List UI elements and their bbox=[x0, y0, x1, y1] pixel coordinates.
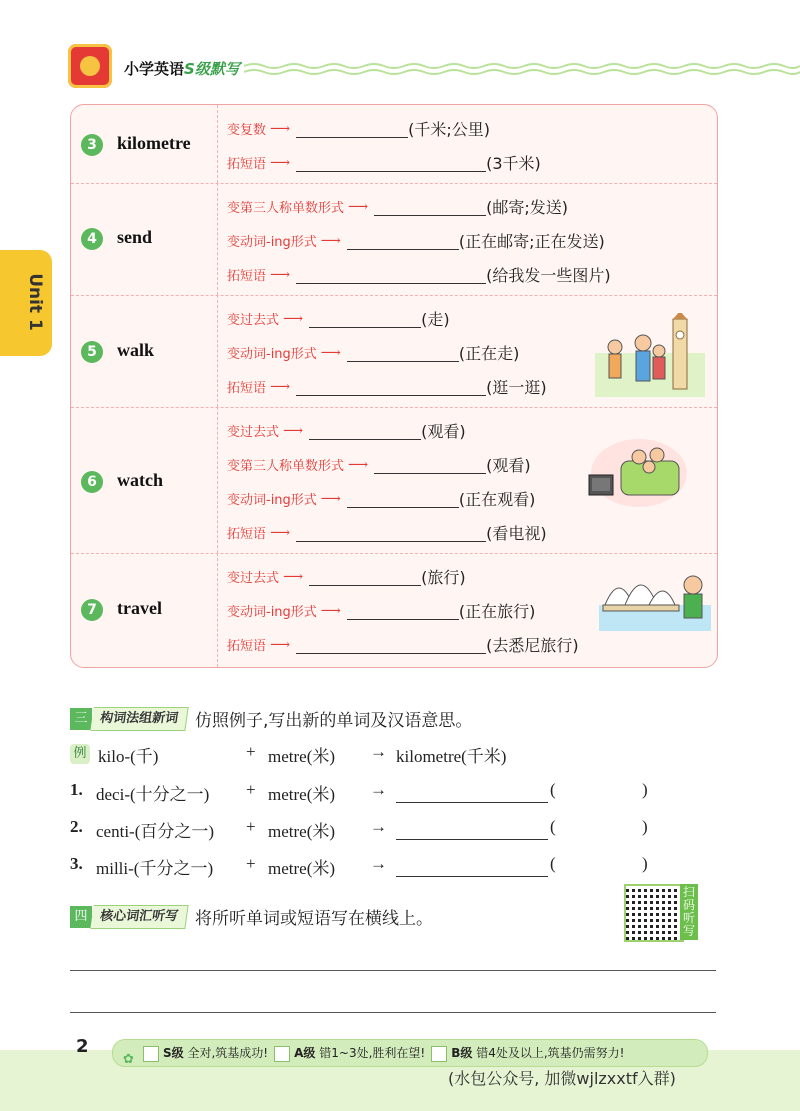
exercise-item bbox=[227, 307, 450, 331]
answer-blank[interactable] bbox=[347, 231, 459, 250]
arrow-right-icon: ⟶ bbox=[320, 490, 341, 507]
chinese-meaning: (去悉尼旅行) bbox=[486, 636, 579, 655]
exercise-item bbox=[227, 229, 605, 253]
arrow-right-icon: ⟶ bbox=[270, 266, 291, 283]
arrow-right-icon: ⟶ bbox=[270, 378, 291, 395]
prefix-text: kilo-(千) bbox=[98, 747, 159, 766]
chinese-meaning: (正在走) bbox=[458, 344, 520, 363]
row-number-badge: 4 bbox=[81, 228, 103, 250]
headword: watch bbox=[117, 470, 163, 490]
meaning-close-paren: ) bbox=[642, 817, 648, 836]
answer-blank[interactable] bbox=[296, 119, 408, 138]
section-tag: 核心词汇听写 bbox=[90, 905, 188, 929]
header-title bbox=[124, 58, 240, 79]
meaning-open-paren: ( bbox=[550, 854, 556, 873]
exercise-item bbox=[227, 117, 490, 141]
exercise-item bbox=[227, 633, 579, 657]
chinese-meaning: (3千米) bbox=[486, 154, 541, 173]
dictation-answer-line[interactable] bbox=[70, 970, 716, 971]
word-answer-blank[interactable] bbox=[396, 782, 548, 803]
chinese-meaning: (走) bbox=[421, 310, 450, 329]
checkbox-a-level[interactable] bbox=[274, 1046, 290, 1062]
form-label: 变动词-ing形式 bbox=[227, 235, 317, 250]
headword: send bbox=[117, 227, 153, 247]
family-sightseeing-illustration bbox=[595, 313, 705, 397]
section-number: 三 bbox=[70, 708, 92, 730]
meaning-open-paren: ( bbox=[550, 780, 556, 799]
page-number: 2 bbox=[76, 1036, 89, 1057]
arrow-right-icon: ⟶ bbox=[320, 602, 341, 619]
dictation-answer-line[interactable] bbox=[70, 1012, 716, 1013]
meaning-close-paren: ) bbox=[642, 780, 648, 799]
headword: kilometre bbox=[117, 133, 191, 153]
word-answer-blank[interactable] bbox=[396, 856, 548, 877]
form-label: 变过去式 bbox=[227, 425, 280, 440]
section-3-heading bbox=[70, 706, 472, 730]
form-label: 拓短语 bbox=[227, 269, 267, 284]
word-cell bbox=[71, 295, 218, 407]
form-label: 变动词-ing形式 bbox=[227, 605, 317, 620]
row-number-badge: 3 bbox=[81, 134, 103, 156]
chinese-meaning: (给我发一些图片) bbox=[486, 266, 611, 285]
chinese-meaning: (正在邮寄;正在发送) bbox=[458, 232, 605, 251]
watching-tv-illustration bbox=[587, 435, 687, 509]
chinese-meaning: (正在观看) bbox=[458, 490, 536, 509]
exercise-item bbox=[227, 419, 466, 443]
form-label: 变动词-ing形式 bbox=[227, 493, 317, 508]
form-label: 变过去式 bbox=[227, 313, 280, 328]
form-label: 拓短语 bbox=[227, 381, 267, 396]
sydney-opera-house-illustration bbox=[599, 561, 711, 631]
result-text: kilometre(千米) bbox=[396, 747, 507, 766]
table-row bbox=[71, 295, 717, 408]
root-text: metre(米) bbox=[268, 822, 336, 841]
table-row bbox=[71, 183, 717, 296]
checkbox-s-level[interactable] bbox=[143, 1046, 159, 1062]
answer-blank[interactable] bbox=[296, 265, 486, 284]
level-text: 错1~3处,胜利在望! bbox=[319, 1046, 426, 1060]
answer-blank[interactable] bbox=[309, 421, 421, 440]
row-number-badge: 7 bbox=[81, 599, 103, 621]
prefix-text: centi-(百分之一) bbox=[96, 822, 215, 841]
root-text: metre(米) bbox=[268, 859, 336, 878]
example-badge: 例 bbox=[70, 744, 90, 764]
level-label: A级 bbox=[294, 1046, 316, 1060]
exercise-item bbox=[227, 599, 535, 623]
exercise-item bbox=[227, 263, 611, 287]
exercise-item bbox=[227, 487, 535, 511]
answer-blank[interactable] bbox=[374, 455, 486, 474]
arrow-right-icon: ⟶ bbox=[283, 422, 304, 439]
arrow-icon: → bbox=[370, 817, 387, 836]
chinese-meaning: (看电视) bbox=[486, 524, 547, 543]
chinese-meaning: (观看) bbox=[421, 422, 466, 441]
exercise-item bbox=[227, 453, 531, 477]
form-label: 变第三人称单数形式 bbox=[227, 459, 345, 474]
prefix-text: milli-(千分之一) bbox=[96, 859, 214, 878]
arrow-right-icon: ⟶ bbox=[270, 120, 291, 137]
exercise-item bbox=[227, 521, 547, 545]
answer-blank[interactable] bbox=[374, 197, 486, 216]
answer-blank[interactable] bbox=[296, 153, 486, 172]
table-row bbox=[71, 105, 717, 184]
arrow-right-icon: ⟶ bbox=[270, 154, 291, 171]
arrow-icon: → bbox=[370, 780, 387, 799]
prefix-text: deci-(十分之一) bbox=[96, 785, 210, 804]
header-title-accent: S级默写 bbox=[184, 60, 240, 78]
arrow-right-icon: ⟶ bbox=[348, 456, 369, 473]
headword: walk bbox=[117, 340, 155, 360]
level-text: 错4处及以上,筑基仍需努力! bbox=[476, 1046, 625, 1060]
root-text: metre(米) bbox=[268, 747, 336, 766]
chinese-meaning: (逛一逛) bbox=[486, 378, 547, 397]
question-number: 2. bbox=[70, 817, 83, 836]
plus-sign: + bbox=[246, 854, 256, 873]
section-tag: 构词法组新词 bbox=[90, 707, 188, 731]
answer-blank[interactable] bbox=[296, 377, 486, 396]
answer-blank[interactable] bbox=[309, 309, 421, 328]
answer-blank[interactable] bbox=[296, 635, 486, 654]
form-label: 变第三人称单数形式 bbox=[227, 201, 345, 216]
answer-blank[interactable] bbox=[309, 567, 421, 586]
watermark-text: (水包公众号, 加微wjlzxxtf入群) bbox=[448, 1069, 676, 1088]
arrow-right-icon: ⟶ bbox=[283, 310, 304, 327]
section-4-heading bbox=[70, 904, 433, 928]
level-label: S级 bbox=[163, 1046, 184, 1060]
meaning-open-paren: ( bbox=[550, 817, 556, 836]
level-label: B级 bbox=[451, 1046, 473, 1060]
page-header bbox=[68, 44, 800, 92]
table-row bbox=[71, 553, 717, 667]
row-number-badge: 6 bbox=[81, 471, 103, 493]
word-cell bbox=[71, 553, 218, 667]
word-cell bbox=[71, 105, 218, 183]
form-label: 拓短语 bbox=[227, 639, 267, 654]
form-label: 变动词-ing形式 bbox=[227, 347, 317, 362]
unit-tab-label: Unit 1 bbox=[24, 273, 45, 331]
root-text: metre(米) bbox=[268, 785, 336, 804]
qr-scan-label: 扫码听写 bbox=[680, 884, 698, 940]
word-form-table bbox=[70, 104, 718, 668]
plus-sign: + bbox=[246, 742, 256, 761]
meaning-close-paren: ) bbox=[642, 854, 648, 873]
word-cell bbox=[71, 183, 218, 295]
arrow-right-icon: ⟶ bbox=[348, 198, 369, 215]
arrow-right-icon: ⟶ bbox=[270, 636, 291, 653]
answer-blank[interactable] bbox=[347, 489, 459, 508]
word-cell bbox=[71, 407, 218, 553]
headword: travel bbox=[117, 598, 162, 618]
arrow-right-icon: ⟶ bbox=[320, 232, 341, 249]
row-number-badge: 5 bbox=[81, 341, 103, 363]
answer-blank[interactable] bbox=[296, 523, 486, 542]
plus-sign: + bbox=[246, 780, 256, 799]
chinese-meaning: (正在旅行) bbox=[458, 602, 536, 621]
arrow-icon: → bbox=[370, 854, 387, 873]
chinese-meaning: (千米;公里) bbox=[408, 120, 490, 139]
word-answer-blank[interactable] bbox=[396, 819, 548, 840]
form-label: 变复数 bbox=[227, 123, 267, 138]
self-assessment-bar bbox=[112, 1039, 708, 1067]
section-number: 四 bbox=[70, 906, 92, 928]
leaf-icon: ✿ bbox=[123, 1051, 134, 1067]
exercise-item bbox=[227, 565, 466, 589]
arrow-right-icon: ⟶ bbox=[283, 568, 304, 585]
answer-blank[interactable] bbox=[347, 601, 459, 620]
plus-sign: + bbox=[246, 817, 256, 836]
header-wave-decoration bbox=[244, 62, 800, 76]
form-label: 拓短语 bbox=[227, 157, 267, 172]
chinese-meaning: (观看) bbox=[486, 456, 531, 475]
checkbox-b-level[interactable] bbox=[431, 1046, 447, 1062]
answer-blank[interactable] bbox=[347, 343, 459, 362]
table-row bbox=[71, 407, 717, 554]
exercise-item bbox=[227, 151, 541, 175]
brand-logo bbox=[68, 44, 112, 88]
chinese-meaning: (邮寄;发送) bbox=[486, 198, 568, 217]
arrow-icon: → bbox=[370, 742, 387, 761]
form-label: 拓短语 bbox=[227, 527, 267, 542]
arrow-right-icon: ⟶ bbox=[270, 524, 291, 541]
chinese-meaning: (旅行) bbox=[421, 568, 466, 587]
form-label: 变过去式 bbox=[227, 571, 280, 586]
exercise-item bbox=[227, 195, 568, 219]
section-instruction: 将所听单词或短语写在横线上。 bbox=[195, 909, 434, 929]
level-text: 全对,筑基成功! bbox=[187, 1046, 269, 1060]
section-instruction: 仿照例子,写出新的单词及汉语意思。 bbox=[195, 711, 473, 731]
qr-code-icon[interactable] bbox=[624, 884, 684, 942]
arrow-right-icon: ⟶ bbox=[320, 344, 341, 361]
header-title-prefix: 小学英语 bbox=[124, 60, 185, 78]
exercise-item bbox=[227, 341, 519, 365]
question-number: 3. bbox=[70, 854, 83, 873]
exercise-item bbox=[227, 375, 547, 399]
question-number: 1. bbox=[70, 780, 83, 799]
unit-tab[interactable] bbox=[0, 250, 52, 356]
